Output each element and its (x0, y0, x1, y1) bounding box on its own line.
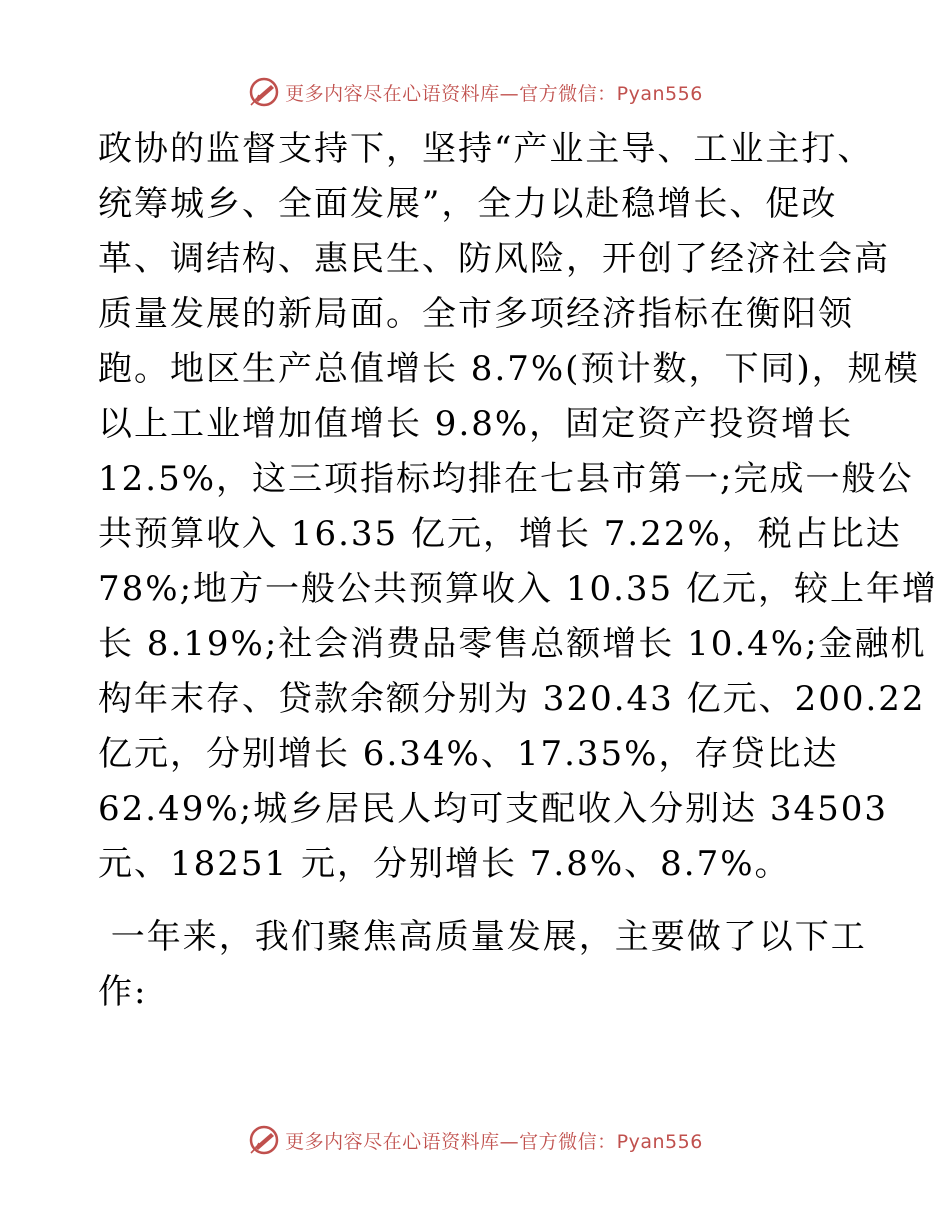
text-line: 62.49%;城乡居民人均可支配收入分别达 34503 (98, 789, 889, 829)
text-line: 一年来，我们聚焦高质量发展，主要做了以下工 (98, 917, 867, 957)
text-line: 革、调结构、惠民生、防风险，开创了经济社会高 (98, 239, 890, 279)
paragraph-gap (98, 892, 878, 910)
header-watermark-banner (0, 72, 950, 112)
text-line: 质量发展的新局面。全市多项经济指标在衡阳领 (98, 294, 854, 334)
text-line: 共预算收入 16.35 亿元，增长 7.22%，税占比达 (98, 514, 902, 554)
document-body (98, 122, 938, 1020)
text-line: 长 8.19%;社会消费品零售总额增长 10.4%;金融机 (98, 624, 927, 664)
text-line: 统筹城乡、全面发展”，全力以赴稳增长、促改 (98, 184, 838, 224)
text-line: 78%;地方一般公共预算收入 10.35 亿元，较上年增 (98, 569, 938, 609)
brand-logo-icon (247, 75, 281, 109)
watermark-text: 更多内容尽在心语资料库—官方微信：Pyan556 (285, 82, 703, 105)
text-line: 构年末存、贷款余额分别为 320.43 亿元、200.22 (98, 679, 926, 719)
text-line: 元、18251 元，分别增长 7.8%、8.7%。 (98, 844, 791, 884)
footer-watermark-banner (0, 1120, 950, 1160)
text-line: 以上工业增加值增长 9.8%，固定资产投资增长 (98, 404, 854, 444)
brand-logo-icon (247, 1123, 281, 1157)
text-line: 作: (98, 972, 148, 1012)
text-line: 跑。地区生产总值增长 8.7%(预计数，下同)，规模 (98, 349, 920, 389)
text-line: 亿元，分别增长 6.34%、17.35%，存贷比达 (98, 734, 839, 774)
text-line: 12.5%，这三项指标均排在七县市第一;完成一般公 (98, 459, 914, 499)
watermark-text: 更多内容尽在心语资料库—官方微信：Pyan556 (285, 1130, 703, 1153)
text-line: 政协的监督支持下，坚持“产业主导、工业主打、 (98, 129, 874, 169)
